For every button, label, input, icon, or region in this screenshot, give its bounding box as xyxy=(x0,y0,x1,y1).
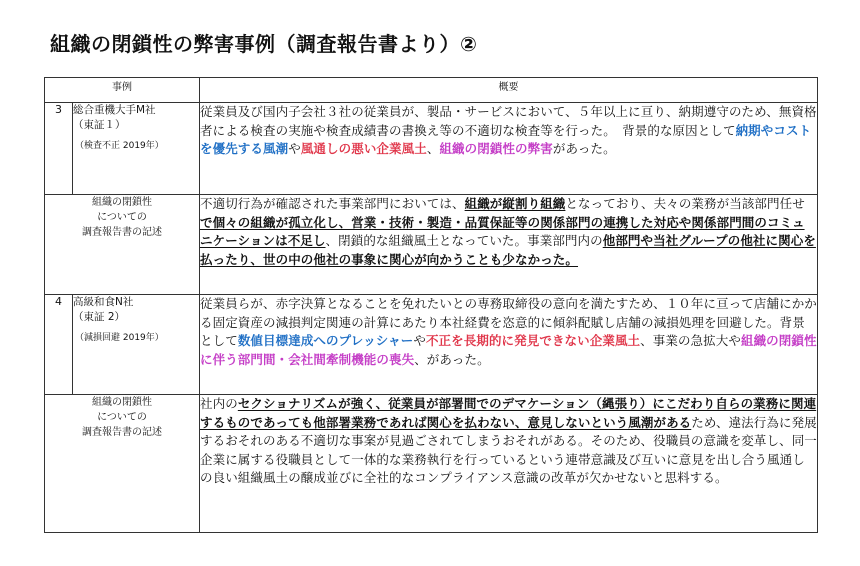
emphasis-text: セクショナリズムが強く、従業員が部署間でのデマケーション（縄張り）にこだわり自らの業務に関連するものであっても他部署業務であれば関心を払わない、意見しないという風潮がある xyxy=(200,396,817,430)
case-company-cell xyxy=(73,103,200,195)
emphasis-text: 組織が縦割り組織 xyxy=(464,196,566,211)
emphasis-text: 他部門や当社グループの他社に関心を払ったり、世の中の他社の事象に関心が向かうことも少なかった。 xyxy=(200,233,816,267)
company-listing: （東証 2） xyxy=(73,311,126,323)
summary-text: や xyxy=(413,333,426,348)
case-note: （減損回避 2019年） xyxy=(75,333,164,343)
finding-text: 、閉鎖的な組織風土となっていた。事業部門内の xyxy=(325,233,603,248)
case-note: （検査不正 2019年） xyxy=(75,141,164,151)
table-row xyxy=(45,295,818,395)
table-row xyxy=(45,103,818,195)
case-number: 4 xyxy=(45,295,73,395)
company-name: 高級和食N社 xyxy=(73,296,134,308)
highlight-text: 不正を長期的に発見できない企業風土 xyxy=(425,333,641,348)
company-name: 総合重機大手M社 xyxy=(73,104,156,116)
summary-text: や xyxy=(288,141,301,156)
case-finding xyxy=(200,395,818,533)
highlight-text: 組織の閉鎖性に伴う部門間・会社間牽制機能の喪失 xyxy=(200,333,817,367)
summary-text: があった。 xyxy=(552,141,616,156)
header-summary: 概要 xyxy=(200,78,818,103)
finding-label-line: 調査報告書の記述 xyxy=(82,427,162,438)
table-header-row xyxy=(45,78,818,103)
finding-text: 不適切行為が確認された事業部門においては、 xyxy=(200,196,465,211)
finding-text: 社内の xyxy=(200,396,238,411)
finding-label-line: についての xyxy=(97,412,147,423)
emphasis-text: で個々の組織が孤立化し、営業・技術・製造・品質保証等の関係部門の連携した対応や関係部門間のコミュニケーションは不足し xyxy=(200,214,805,248)
case-number: 3 xyxy=(45,103,73,195)
finding-label-line: 組織の閉鎖性 xyxy=(92,397,152,408)
table-row xyxy=(45,195,818,295)
case-finding xyxy=(200,195,818,295)
header-case: 事例 xyxy=(45,78,200,103)
case-summary xyxy=(200,103,818,195)
finding-label-line: 組織の閉鎖性 xyxy=(92,197,152,208)
finding-label-line: についての xyxy=(97,212,147,223)
highlight-text: 納期やコストを優先する風潮 xyxy=(200,122,812,156)
table-row xyxy=(45,395,818,533)
finding-text: となっており、夫々の業務が当該部門任せ xyxy=(565,196,805,211)
highlight-text: 風通しの悪い企業風土 xyxy=(300,141,427,156)
company-listing: （東証１） xyxy=(73,119,126,131)
cases-table xyxy=(44,77,818,533)
case-summary xyxy=(200,295,818,395)
case-company-cell xyxy=(73,295,200,395)
finding-label xyxy=(45,195,200,295)
summary-text: 、事業の急拡大や xyxy=(640,333,741,348)
highlight-text: 組織の閉鎖性の弊害 xyxy=(439,141,553,156)
summary-text: 、があった。 xyxy=(414,351,490,367)
highlight-text: 数値目標達成へのプレッシャー xyxy=(237,333,414,348)
summary-text: 従業員らが、赤字決算となることを免れたいとの専務取締役の意向を満たすため、１０年に亘って店舗にかかる固定資産の減損判定関連の計算にあたり本社経費を恣意的に傾斜配賦し店舗の減損処理を回避した。背景として xyxy=(200,296,817,348)
finding-text: ため、違法行為に発展するおそれのある不適切な事案が見過ごされてしまうおそれがある。そのため、役職員の意識を変革し、同一企業に属する役職員として一体的な業務執行を行っているという連帯意識及び互いに意見を出し合う風通しの良い組織風土の醸成並びに全社的なコンプライアンス意識の改革が欠かせないと思料する。 xyxy=(200,414,817,485)
summary-text: 、 xyxy=(426,141,440,156)
finding-label-line: 調査報告書の記述 xyxy=(82,227,162,238)
page-title: 組織の閉鎖性の弊害事例（調査報告書より）② xyxy=(50,32,478,56)
summary-text: 従業員及び国内子会社３社の従業員が、製品・サービスにおいて、５年以上に亘り、納期遵守のため、無資格者による検査の実施や検査成績書の書換え等の不適切な検査等を行った。 背景的な原因として xyxy=(200,104,817,138)
finding-label xyxy=(45,395,200,533)
